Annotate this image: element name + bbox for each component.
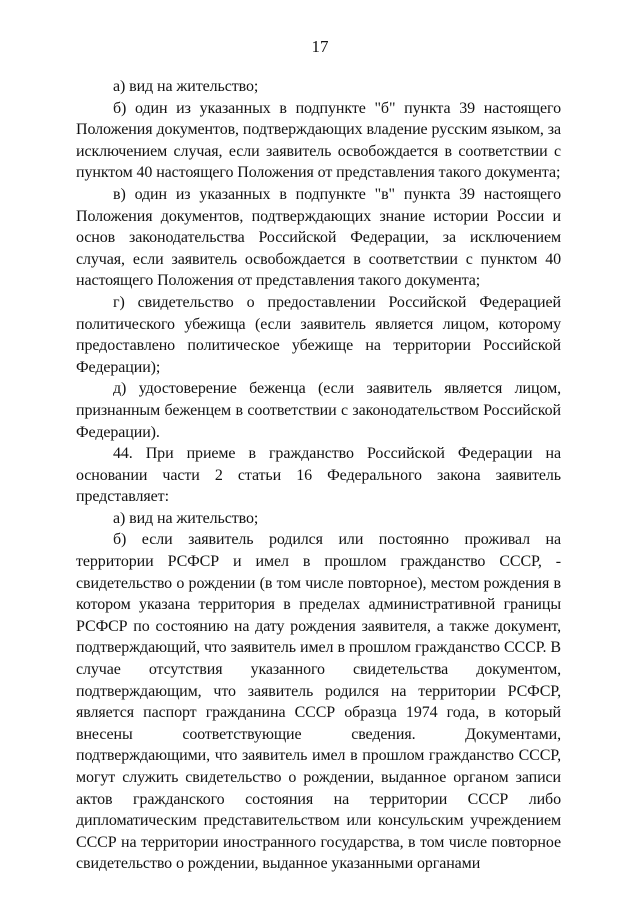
paragraph-item-a-residence-permit-2: а) вид на жительство; (113, 509, 259, 527)
paragraph-clause-44: 44. При приеме в гражданство Российской Федерации на основании части 2 статьи 16 Федерального закона заявитель представляет: (76, 445, 561, 506)
page-number: 17 (311, 37, 329, 56)
paragraph-item-g-political-asylum: г) свидетельство о предоставлении Российской Федерацией политического убежища (если заявитель является лицом, которому предоставлено политическое убежище на территории Российской Федерации); (76, 293, 561, 376)
paragraph-item-d-refugee-certificate: д) удостоверение беженца (если заявитель является лицом, признанным беженцем в соответствии с законодательством Российской Федерации). (76, 380, 561, 441)
paragraph-item-b-rsfsr-birth: б) если заявитель родился или постоянно проживал на территории РСФСР и имел в прошлом гражданство СССР, - свидетельство о рождении (в том числе повторное), местом рождения в котором указана территория в пределах административной границы РСФСР по состоянию на дату рождения заявителя, а также документ, подтверждающий, что заявитель имел в прошлом гражданство СССР. В случае отсутствия указанного свидетельства документом, подтверждающим, что заявитель родился на территории РСФСР, является паспорт гражданина СССР образца 1974 года, в который внесены соответствующие сведения. Документами, подтверждающими, что заявитель имел в прошлом гражданство СССР, могут служить свидетельство о рождении, выданное органом записи актов гражданского состояния на территории СССР либо дипломатическим представительством или консульским учреждением СССР на территории иностранного государства, в том числе повторное свидетельство о рождении, выданное указанными органами (76, 531, 561, 873)
paragraph-item-a-residence-permit: а) вид на жительство; (113, 78, 259, 95)
paragraph-item-b-russian-language: б) один из указанных в подпункте "б" пункта 39 настоящего Положения документов, подтверждающих владение русским языком, за исключением случая, если заявитель освобождается в соответствии с пунктом 40 настоящего Положения от представления такого документа; (76, 99, 561, 182)
paragraph-item-v-history-knowledge: в) один из указанных в подпункте "в" пункта 39 настоящего Положения документов, подтверждающих знание истории России и основ законодательства Российской Федерации, за исключением случая, если заявитель освобождается в соответствии с пунктом 40 настоящего Положения от представления такого документа; (76, 185, 561, 290)
document-body (76, 76, 561, 875)
